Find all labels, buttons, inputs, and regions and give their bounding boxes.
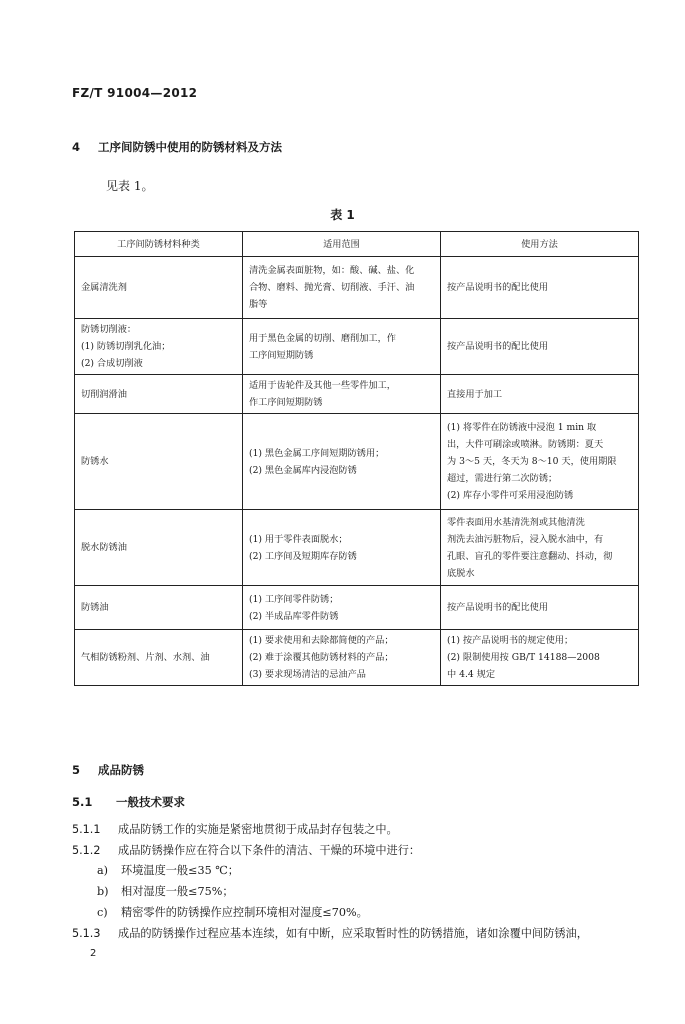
list-item [97,862,239,878]
cell-line: 中 4.4 规定 [447,669,496,680]
cell-line: 直接用于加工 [447,388,503,400]
cell-line: 超过，需进行第二次防锈； [447,473,558,484]
table-caption: 表 1 [330,208,355,222]
cell-line: (3) 要求现场清洁的忌油产品 [249,669,366,680]
material-type-cell [75,510,243,586]
cell-line: 底脱水 [447,567,475,579]
cell-line: 脱水防锈油 [81,542,127,553]
clause-511 [72,821,398,837]
cell-line: 作工序间短期防锈 [249,397,323,408]
list-item [97,904,368,920]
method-cell [441,630,639,686]
method-cell [441,510,639,586]
cell-line: (1) 将零件在防锈液中浸泡 1 min 取 [447,422,597,433]
item-text: 精密零件的防锈操作应控制环境相对湿度≤70%。 [121,906,368,919]
cell-line: (2) 工序间及短期库存防锈 [249,550,357,562]
method-cell [441,319,639,375]
standard-code: FZ/T 91004—2012 [72,86,198,100]
table-row [75,414,639,510]
item-mark: b) [97,885,109,898]
material-type-cell [75,414,243,510]
table-row [75,630,639,686]
cell-line: 孔眼、盲孔的零件要注意翻动、抖动，彻 [447,550,613,562]
page-number: 2 [90,948,97,959]
table-row [75,586,639,630]
material-type-cell [75,586,243,630]
cell-line: 按产品说明书的配比使用 [447,282,549,293]
clause-513 [72,925,588,941]
cell-line: 金属清洗剂 [81,282,127,293]
cell-line: 切削润滑油 [81,388,127,400]
cell-line: (1) 黑色金属工序间短期防锈用； [249,447,385,459]
cell-line: (1) 防锈切削乳化油； [81,341,171,352]
scope-cell [243,586,441,630]
clause-text: 成品防锈工作的实施是紧密地贯彻于成品封存包装之中。 [118,823,398,836]
cell-line: 气相防锈粉剂、片剂、水剂、油 [81,652,210,663]
scope-cell [243,375,441,414]
cell-line: 防锈切削液： [81,324,137,335]
subsection-title: 一般技术要求 [116,795,186,809]
cell-line: 脂等 [249,299,268,310]
clause-number: 5.1.3 [72,927,101,940]
cell-line: 为 3～5 天，冬天为 8～10 天，使用期限 [447,456,617,467]
cell-line: 防锈油 [81,602,109,613]
scope-cell [243,630,441,686]
cell-line: (1) 按产品说明书的规定使用； [447,635,574,646]
cell-line: 零件表面用水基清洗剂或其他清洗 [447,516,585,528]
clause-text: 成品防锈操作应在符合以下条件的清洁、干燥的环境中进行： [118,844,421,857]
cell-line: 剂洗去油污脏物后，浸入脱水油中，有 [447,533,604,545]
section-number: 5 [72,763,81,777]
scope-cell [243,257,441,319]
cell-line: 用于黑色金属的切削、磨削加工，作 [249,332,396,344]
item-mark: c) [97,906,108,919]
header-cell: 适用范围 [243,232,441,257]
cell-line: (2) 黑色金属库内浸泡防锈 [249,464,357,476]
item-mark: a) [97,864,109,877]
item-text: 相对湿度一般≤75%； [121,885,234,898]
material-type-cell [75,630,243,686]
cell-line: (2) 难于涂覆其他防锈材料的产品； [249,652,394,663]
cell-line: (2) 限制使用按 GB/T 14188—2008 [447,652,600,663]
header-cell: 使用方法 [441,232,639,257]
cell-line: (2) 合成切削液 [81,358,143,369]
cell-line: 工序间短期防锈 [249,349,314,361]
section-title: 成品防锈 [98,763,145,777]
method-cell [441,586,639,630]
table-reference: 见表 1。 [106,179,154,193]
section-number: 4 [72,140,81,154]
clause-512 [72,842,420,858]
cell-line: (1) 用于零件表面脱水； [249,533,348,545]
table-header-row [75,232,639,257]
section-5-heading [72,762,144,778]
cell-line: (2) 半成品库零件防锈 [249,610,339,622]
cell-line: (1) 工序间零件防锈； [249,593,339,605]
cell-line: (1) 要求使用和去除都简便的产品； [249,635,394,646]
list-item [97,883,234,899]
item-text: 环境温度一般≤35 ℃； [121,864,239,877]
section-4-heading [72,139,282,155]
material-type-cell [75,375,243,414]
cell-line: 防锈水 [81,456,109,467]
scope-cell [243,510,441,586]
material-type-cell [75,319,243,375]
table-row [75,319,639,375]
header-cell: 工序间防锈材料种类 [75,232,243,257]
method-cell [441,257,639,319]
method-cell [441,375,639,414]
table-row [75,375,639,414]
cell-line: 清洗金属表面脏物，如：酸、碱、盐、化 [249,265,415,276]
cell-line: 合物、磨料、抛光膏、切削液、手汗、油 [249,282,415,293]
material-type-cell [75,257,243,319]
method-cell [441,414,639,510]
table-row [75,257,639,319]
cell-line: 出，大件可刷涂或喷淋。防锈期：夏天 [447,439,604,450]
subsection-heading [72,794,185,810]
cell-line: 适用于齿轮件及其他一些零件加工， [249,380,396,391]
scope-cell [243,319,441,375]
section-title: 工序间防锈中使用的防锈材料及方法 [98,140,283,154]
cell-line: (2) 库存小零件可采用浸泡防锈 [447,490,574,501]
table-row [75,510,639,586]
subsection-number: 5.1 [72,795,93,809]
rust-prevention-table [74,231,639,686]
scope-cell [243,414,441,510]
clause-number: 5.1.2 [72,844,101,857]
cell-line: 按产品说明书的配比使用 [447,341,549,352]
clause-number: 5.1.1 [72,823,101,836]
clause-text: 成品的防锈操作过程应基本连续，如有中断，应采取暂时性的防锈措施，诸如涂覆中间防锈油， [118,927,588,940]
cell-line: 按产品说明书的配比使用 [447,602,549,613]
